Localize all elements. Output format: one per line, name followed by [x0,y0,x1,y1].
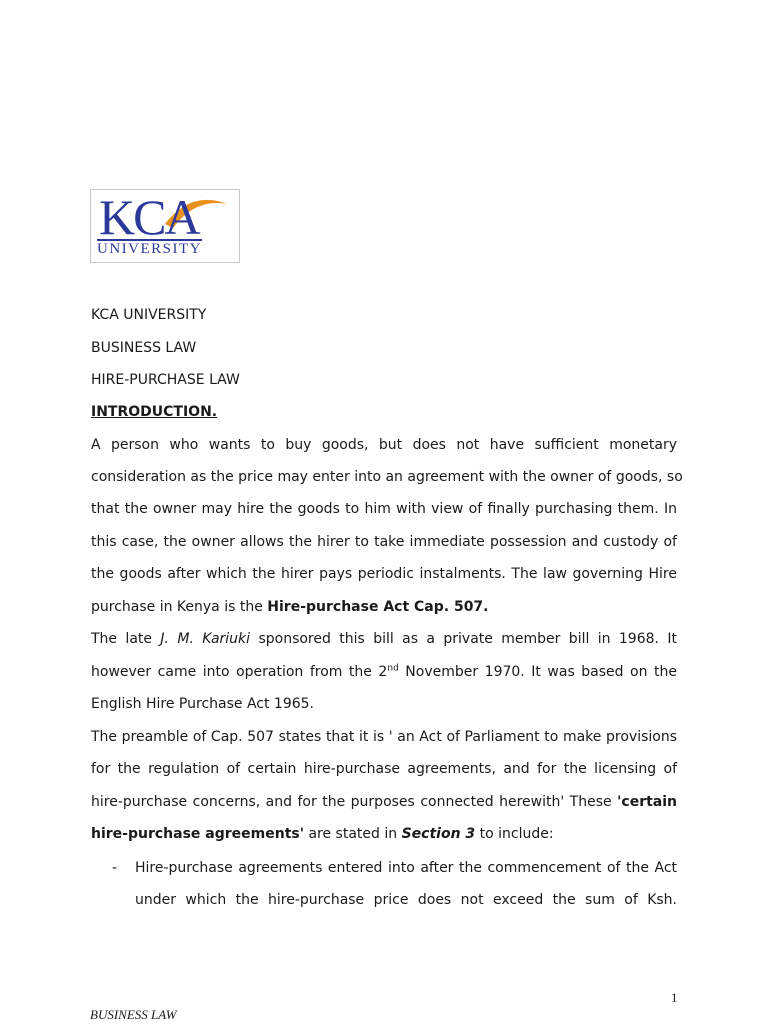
para3-line: The preamble of Cap. 507 states that it is ' an Act of Parliament to make provisions [91,729,677,745]
para1-line: A person who wants to buy goods, but does not have sufficient monetary [91,437,677,453]
page-number: 1 [671,990,678,1005]
para1-line: the goods after which the hirer pays periodic instalments. The law governing Hire [91,566,677,582]
para1-last-line [91,599,489,615]
para3-line: for the regulation of certain hire-purchase agreements, and for the licensing of [91,761,677,777]
university-heading: KCA UNIVERSITY [91,307,207,323]
act-reference: Hire-purchase Act Cap. 507. [267,599,489,615]
logo-subtitle: UNIVERSITY [97,241,202,257]
footer-course: BUSINESS LAW [90,1007,177,1022]
para2-line: English Hire Purchase Act 1965. [91,696,315,712]
bullet-line: under which the hire-purchase price does not exceed the sum of Ksh. [135,892,677,908]
kariuki-name: J. M. Kariuki [160,631,251,647]
agreements-bold: hire-purchase agreements' [91,826,305,842]
para3-line: hire-purchase agreements' are stated in Section 3 to include: [91,826,554,842]
para1-line: this case, the owner allows the hirer to take immediate possession and custody of [91,534,677,550]
bullet-line: Hire-purchase agreements entered into after the commencement of the Act [135,860,677,876]
logo-letters: KCA [99,189,199,245]
kca-university-logo [90,189,240,263]
para3-line: hire-purchase concerns, and for the purposes connected herewith' These 'certain [91,794,677,810]
para1-line: consideration as the price may enter into an agreement with the owner of goods, so [91,469,683,485]
topic-heading: HIRE-PURCHASE LAW [91,372,240,388]
para1-last-text: purchase in Kenya is the [91,599,268,615]
certain-bold: 'certain [617,794,677,810]
para2-line: The late J. M. Kariuki sponsored this bill as a private member bill in 1968. It [91,631,677,647]
ordinal-suffix: nd [387,663,399,674]
bullet-dash: - [112,860,118,876]
section-reference: Section 3 [401,826,476,842]
para2-line: however came into operation from the 2nd November 1970. It was based on the [91,663,677,680]
para1-line: that the owner may hire the goods to him with view of finally purchasing them. In [91,501,677,517]
course-heading: BUSINESS LAW [91,340,197,356]
section-heading: INTRODUCTION. [91,404,218,420]
